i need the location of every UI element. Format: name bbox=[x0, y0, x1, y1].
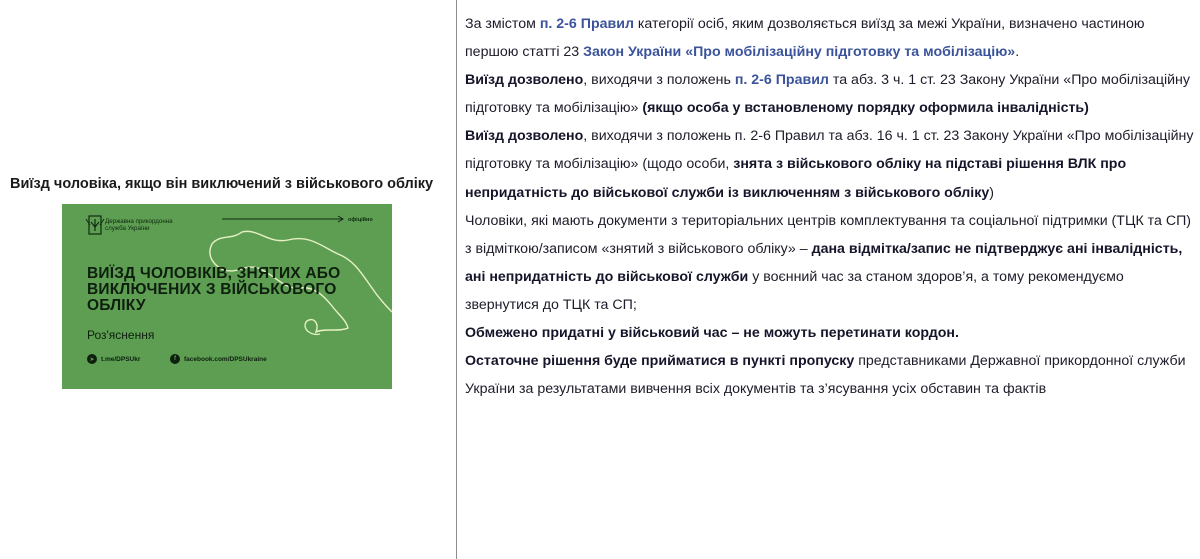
arrow-line-icon bbox=[222, 216, 343, 222]
rules-link[interactable]: п. 2-6 Правил bbox=[734, 72, 829, 89]
telegram-handle: t.me/DPSUkr bbox=[101, 355, 141, 363]
bold-text: (якщо особа у встановленому порядку оформила інвалідність) bbox=[642, 100, 1089, 117]
text: . bbox=[1015, 44, 1020, 61]
text: За змістом bbox=[465, 16, 540, 32]
paragraph-5 bbox=[465, 319, 1195, 347]
mobilization-law-link[interactable]: Закон України «Про мобілізаційну підготовку та мобілізацію» bbox=[583, 44, 1016, 61]
facebook-icon: f bbox=[170, 354, 180, 364]
text: Чоловіки, які мають документи з територіальних центрів комплектування та соціальної підтримки (ТЦК та СП) з відміткою/записом «знятий з військового обліку» – bbox=[465, 212, 1191, 257]
text: , виходячи з положень bbox=[583, 72, 735, 89]
paragraph-3 bbox=[465, 122, 1195, 206]
telegram-icon: ➤ bbox=[87, 354, 97, 364]
explanation-text bbox=[465, 10, 1195, 403]
text: , виходячи з положень п. 2-6 Правил та абз. 16 ч. 1 ст. 23 Закону України «Про мобілізаційну підготовку та мобілізацію» (щодо особи, bbox=[465, 128, 1194, 173]
facebook-contact bbox=[170, 354, 267, 364]
paragraph-6 bbox=[465, 347, 1195, 403]
text: категорії осіб, яким дозволяється виїзд за межі України, визначено частиною першою статті 23 bbox=[465, 16, 1145, 61]
paragraph-1 bbox=[465, 10, 1195, 66]
column-divider bbox=[456, 0, 457, 559]
text: у воєнний час за станом здоров’я, а тому рекомендуємо звернутися до ТЦК та СП; bbox=[465, 268, 1124, 313]
card-subtitle: Роз'яснення bbox=[87, 328, 155, 342]
official-label: офіційно bbox=[348, 217, 373, 223]
text: представниками Державної прикордонної служби України за результатами вивчення всіх документів та з’ясування усіх обставин та фактів bbox=[465, 353, 1186, 398]
bold-text: Виїзд дозволено bbox=[465, 128, 584, 145]
info-card-image bbox=[62, 204, 392, 389]
facebook-handle: facebook.com/DPSUkraine bbox=[184, 355, 267, 363]
section-title: Виїзд чоловіка, якщо він виключений з військового обліку bbox=[10, 176, 434, 192]
org-name: Державна прикордонна служба України bbox=[105, 218, 173, 232]
paragraph-4 bbox=[465, 207, 1195, 319]
telegram-contact bbox=[87, 354, 140, 364]
left-cell bbox=[0, 0, 456, 559]
bold-text: Виїзд дозволено bbox=[465, 72, 584, 89]
text: ) bbox=[989, 184, 994, 201]
card-headline: ВИЇЗД ЧОЛОВІКІВ, ЗНЯТИХ АБО ВИКЛЮЧЕНИХ З ВІЙСЬКОВОГО ОБЛІКУ bbox=[87, 265, 341, 314]
bold-text: Обмежено придатні у військовий час – не можуть перетинати кордон. bbox=[465, 325, 959, 342]
crest-icon bbox=[86, 216, 104, 234]
bold-text: Остаточне рішення буде прийматися в пункті пропуску bbox=[465, 353, 855, 370]
bold-text: дана відмітка/запис не підтверджує ані інвалідність, ані непридатність до військової служби bbox=[465, 240, 1183, 285]
text: та абз. 3 ч. 1 ст. 23 Закону України «Про мобілізаційну підготовку та мобілізацію» bbox=[465, 72, 1190, 117]
bold-text: знята з військового обліку на підставі рішення ВЛК про непридатність до військової служби із виключенням з військового обліку bbox=[465, 156, 1127, 201]
paragraph-2 bbox=[465, 66, 1195, 122]
rules-link[interactable]: п. 2-6 Правил bbox=[539, 16, 634, 32]
